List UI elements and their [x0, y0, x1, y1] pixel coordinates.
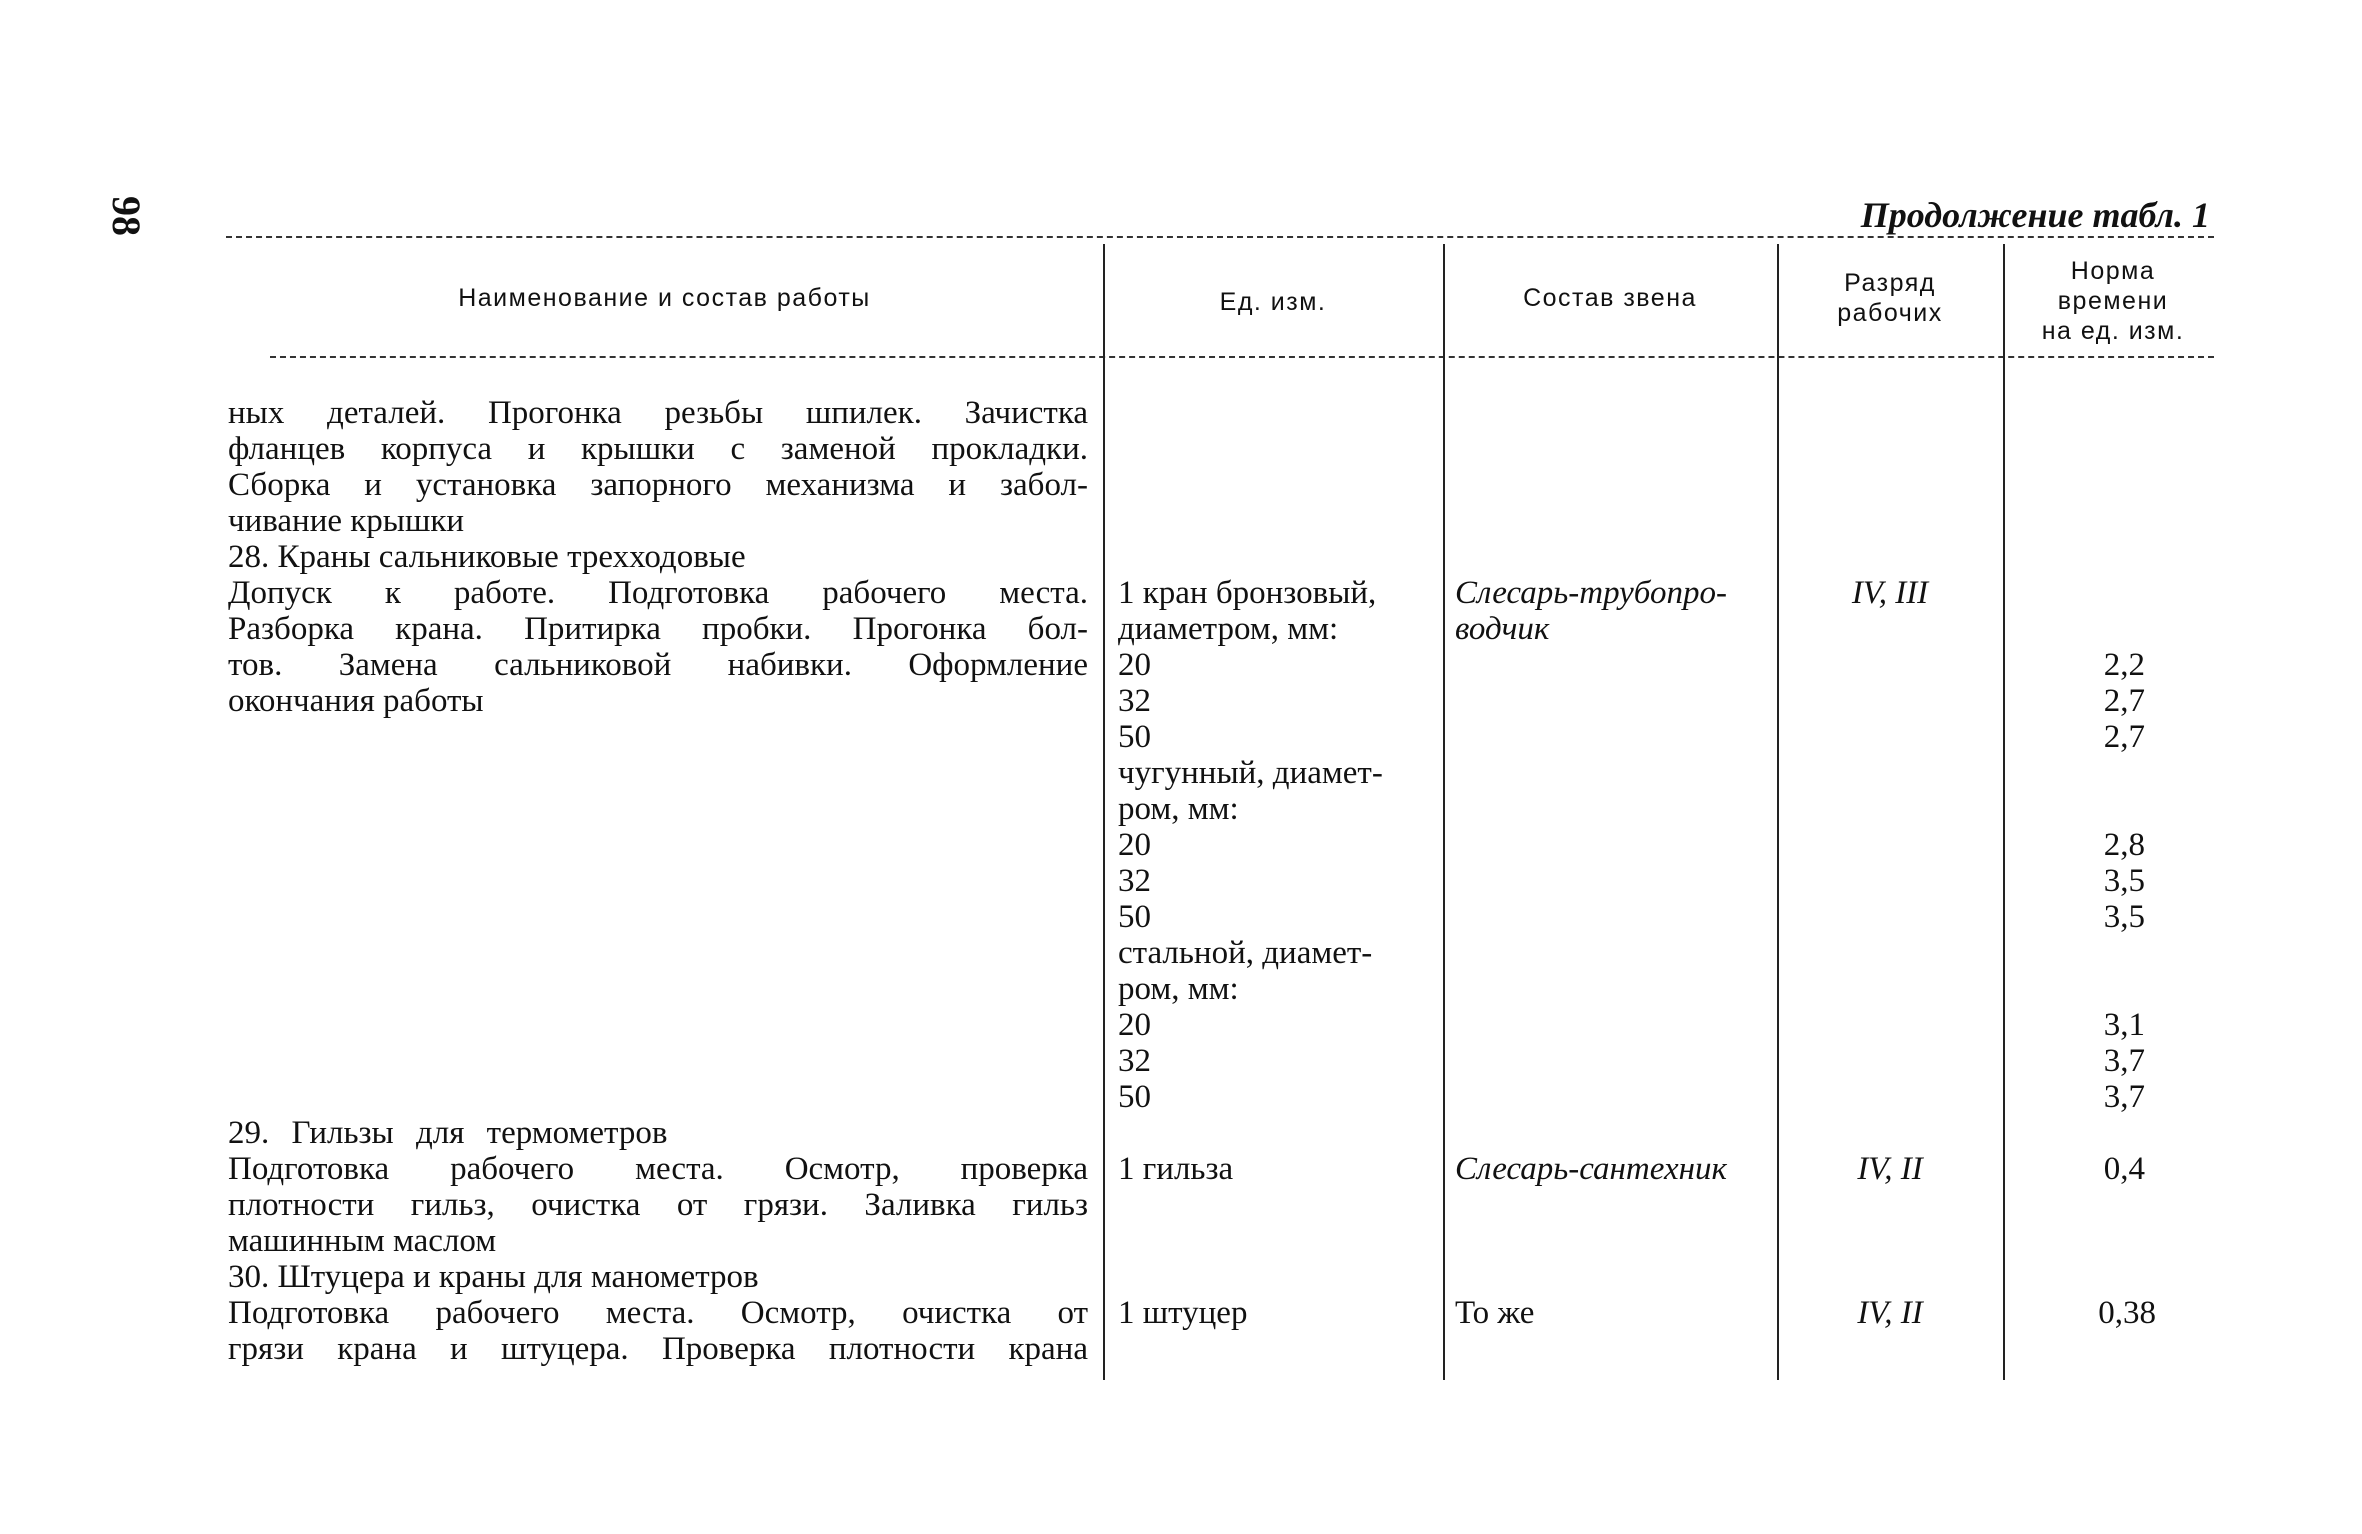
- item-30-norm: 0,38: [2098, 1295, 2156, 1331]
- item-30-crew: То же: [1455, 1295, 1535, 1331]
- item-28-crew: Слесарь-трубопро- водчик: [1455, 575, 1727, 647]
- column-divider-3: [1777, 244, 1779, 1380]
- item-29-grade: IV, II: [1857, 1151, 1923, 1187]
- table-top-rule: [226, 236, 2214, 238]
- column-header-work: Наименование и состав работы: [458, 284, 871, 312]
- item-30-description: Подготовка рабочего места. Осмотр, очистка от грязи крана и штуцера. Проверка плотности крана: [228, 1295, 1088, 1367]
- intro-text: ных деталей. Прогонка резьбы шпилек. Зачистка фланцев корпуса и крышки с заменой прокладки. Сборка и установка запорного механизма и забол- чивание крышки: [228, 395, 1088, 539]
- item-30-title: 30. Штуцера и краны для манометров: [228, 1259, 759, 1295]
- item-28-grade: IV, III: [1851, 575, 1929, 611]
- column-divider-1: [1103, 244, 1105, 1380]
- item-28-units: 1 кран бронзовый, диаметром, мм: 20 32 50 чугунный, диамет- ром, мм: 20 32 50 стальной, диамет- ром, мм: 20 32 50: [1118, 575, 1383, 1115]
- column-header-unit: Ед. изм.: [1219, 288, 1327, 316]
- item-29-description: Подготовка рабочего места. Осмотр, проверка плотности гильз, очистка от грязи. Заливка гильз машинным маслом: [228, 1151, 1088, 1259]
- item-29-crew: Слесарь-сантехник: [1455, 1151, 1727, 1187]
- column-header-norm: Норма времени на ед. изм.: [2041, 257, 2185, 345]
- column-divider-4: [2003, 244, 2005, 1380]
- header-bottom-rule: [270, 356, 2214, 358]
- item-28-norms-cast-iron: 2,8 3,5 3,5: [2103, 827, 2145, 935]
- item-28-norms-steel: 3,1 3,7 3,7: [2103, 1007, 2145, 1115]
- item-29-unit: 1 гильза: [1118, 1151, 1234, 1187]
- column-divider-2: [1443, 244, 1445, 1380]
- item-28-norms-bronze: 2,2 2,7 2,7: [2103, 647, 2145, 755]
- item-28-title: 28. Краны сальниковые трехходовые: [228, 539, 746, 575]
- table-caption: Продолжение табл. 1: [1860, 195, 2210, 235]
- item-28-description: Допуск к работе. Подготовка рабочего места. Разборка крана. Притирка пробки. Прогонка бол- тов. Замена сальниковой набивки. Оформление окончания работы: [228, 575, 1088, 719]
- page-number: 98: [104, 196, 149, 236]
- column-header-crew: Состав звена: [1523, 284, 1697, 312]
- item-30-unit: 1 штуцер: [1118, 1295, 1248, 1331]
- item-30-grade: IV, II: [1857, 1295, 1923, 1331]
- column-header-grade: Разряд рабочих: [1837, 269, 1943, 327]
- item-29-norm: 0,4: [2103, 1151, 2145, 1187]
- item-29-title: 29. Гильзы для термометров: [228, 1115, 668, 1151]
